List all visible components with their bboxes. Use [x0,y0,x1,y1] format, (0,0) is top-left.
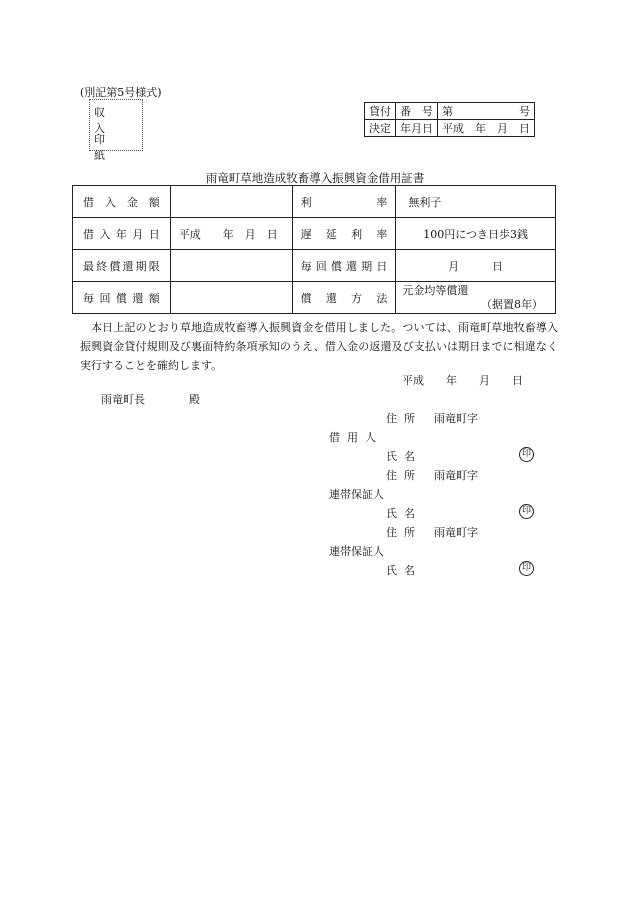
name-label: 氏名 [386,564,422,577]
table-row [73,218,556,250]
role-label: 借用人 [329,431,383,444]
interest-rate-label: 利率 [292,186,396,218]
date-line: 平成 年 月 日 [402,374,523,387]
repayment-method-value [396,282,556,314]
repayment-date-label: 毎回償還期日 [292,250,396,282]
number-value [438,103,535,120]
form-label: (別記第5号様式) [80,86,162,99]
name-label: 氏名 [386,507,422,520]
date-label: 年月日 [396,120,438,137]
final-deadline-value [170,250,292,282]
seal-icon: 印 [519,447,534,462]
revenue-stamp-box [89,99,143,162]
document-title: 雨竜町草地造成牧畜導入振興資金借用証書 [205,171,425,185]
number-prefix: 第 [442,105,453,118]
stamp-line1: 収入 [94,106,119,135]
role-label: 連帯保証人 [329,488,384,501]
address-label: 住所 [386,412,422,425]
repayment-method-line2: （据置8年） [481,297,543,311]
repayment-amount-value [170,282,292,314]
loan-amount-value [170,186,292,218]
number-suffix: 号 [519,105,530,118]
pledge-text: 本日上記のとおり草地造成牧畜導入振興資金を借用しました。ついては、雨竜町草地牧畜導入振興資金貸付規則及び裏面特約条項承知のうえ、借入金の返還及び支払いは期日までに相違なく実行することを確約します。 [80,321,558,372]
loan-date-label: 借入年月日 [73,218,171,250]
final-deadline-label: 最終償還期限 [73,250,171,282]
table-row [73,250,556,282]
address-label: 住所 [386,526,422,539]
loan-date-value: 平成 年 月 日 [170,218,292,250]
addressee: 雨竜町長 殿 [101,393,200,406]
interest-rate-value: 無利子 [396,186,556,218]
number-label: 番 号 [396,103,438,120]
table-row [73,282,556,314]
date-value: 平成 年 月 日 [438,120,535,137]
loan-amount-label: 借入金額 [73,186,171,218]
address-value: 雨竜町字 [434,469,478,482]
loan-terms-table [72,185,556,314]
table-row [73,186,556,218]
loan-number-box [364,102,535,137]
repayment-amount-label: 毎回償還額 [73,282,171,314]
decision-head: 決定 [365,120,396,137]
repayment-date-value: 月 日 [396,250,556,282]
name-label: 氏名 [386,450,422,463]
repayment-method-line1: 元金均等償還 [402,283,469,297]
seal-icon: 印 [519,561,534,576]
role-label: 連帯保証人 [329,545,384,558]
address-label: 住所 [386,469,422,482]
seal-icon: 印 [519,504,534,519]
late-rate-value: 100円につき日歩3銭 [396,218,556,250]
late-rate-label: 遅延利率 [292,218,396,250]
address-value: 雨竜町字 [434,526,478,539]
address-value: 雨竜町字 [434,412,478,425]
repayment-method-label: 償還方法 [292,282,396,314]
loan-head: 貸付 [365,103,396,120]
stamp-line2: 印紙 [94,133,119,162]
